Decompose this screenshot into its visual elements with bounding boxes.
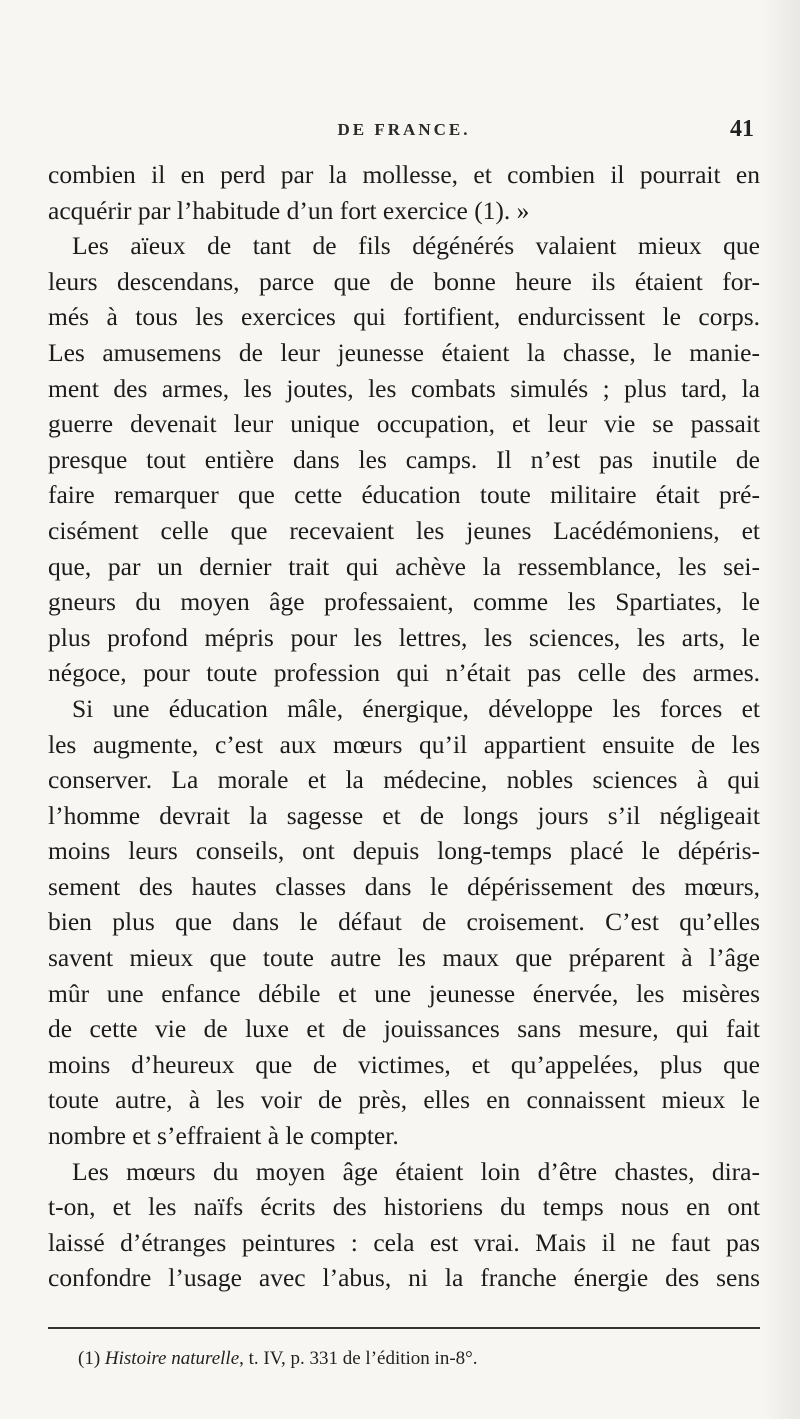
text-line: conserver. La morale et la médecine, nobles sciences à qui [48,765,760,795]
text-line: sement des hautes classes dans le dépérissement des mœurs, [48,871,760,901]
text-line: cisément celle que recevaient les jeunes Lacédémoniens, et [48,515,760,545]
footnote-text: , t. IV, p. 331 de l’édition in-8°. [239,1348,478,1369]
text-line: Si une éducation mâle, énergique, développe les forces et [72,693,760,723]
text-line: gneurs du moyen âge professaient, comme les Spartiates, le [48,587,760,617]
text-line: toute autre, à les voir de près, elles en connaissent mieux le [48,1085,760,1115]
text-line: moins leurs conseils, ont depuis long-temps placé le dépéris- [48,836,760,866]
footnote [78,1346,758,1372]
page-binding-shadow [762,0,800,1419]
text-line: més à tous les exercices qui fortifient, endurcissent le corps. [48,302,760,332]
text-line: Les mœurs du moyen âge étaient loin d’être chastes, dira- [72,1156,760,1186]
text-line: bien plus que dans le défaut de croisement. C’est qu’elles [48,907,760,937]
text-line: moins d’heureux que de victimes, et qu’appelées, plus que [48,1049,760,1079]
page-number: 41 [730,116,754,142]
text-line: négoce, pour toute profession qui n’était pas celle des armes. [48,658,760,688]
text-line: ment des armes, les joutes, les combats simulés ; plus tard, la [48,373,760,403]
running-header [48,116,760,150]
footnote-divider [48,1327,760,1329]
text-line: mûr une enfance débile et une jeunesse énervée, les misères [48,978,760,1008]
text-line: l’homme devrait la sagesse et de longs jours s’il négligeait [48,800,760,830]
text-line: acquérir par l’habitude d’un fort exercice (1). » [48,195,530,225]
body-text [48,157,760,1296]
text-line: les augmente, c’est aux mœurs qu’il appartient ensuite de les [48,729,760,759]
text-line: nombre et s’effraient à le compter. [48,1121,399,1151]
text-line: combien il en perd par la mollesse, et combien il pourrait en [48,160,760,189]
text-line: leurs descendans, parce que de bonne heure ils étaient for- [48,266,760,296]
text-line: guerre devenait leur unique occupation, et leur vie se passait [48,409,760,439]
text-line: de cette vie de luxe et de jouissances sans mesure, qui fait [48,1014,760,1044]
text-line: que, par un dernier trait qui achève la ressemblance, les sei- [48,551,760,581]
text-line: presque tout entière dans les camps. Il n’est pas inutile de [48,444,760,474]
text-line: confondre l’usage avec l’abus, ni la franche énergie des sens [48,1263,760,1293]
text-line: t-on, et les naïfs écrits des historiens du temps nous en ont [48,1192,760,1222]
footnote-title: Histoire naturelle [104,1348,240,1369]
text-line: Les amusemens de leur jeunesse étaient la chasse, le manie- [48,337,760,367]
text-line: savent mieux que toute autre les maux que préparent à l’âge [48,943,760,973]
text-line: faire remarquer que cette éducation toute militaire était pré- [48,480,760,510]
footnote-marker: (1) [78,1348,101,1369]
running-title: DE FRANCE. [337,120,471,139]
text-line: laissé d’étranges peintures : cela est vrai. Mais il ne faut pas [48,1227,760,1257]
text-line: Les aïeux de tant de fils dégénérés valaient mieux que [72,231,760,261]
text-line: plus profond mépris pour les lettres, les sciences, les arts, le [48,622,760,652]
